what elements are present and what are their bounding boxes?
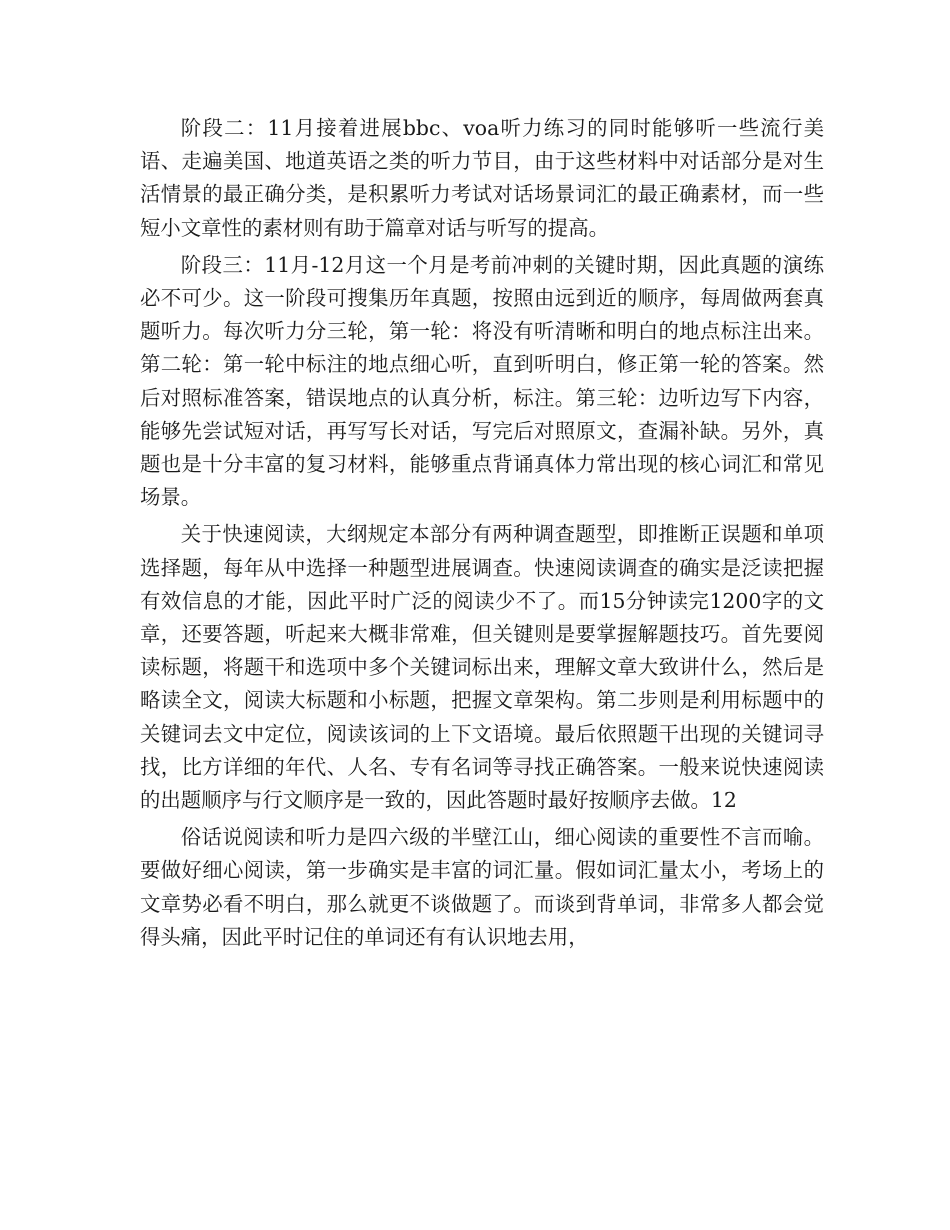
document-body (140, 112, 824, 958)
paragraph-stage-two: 阶段二：11月接着进展bbc、voa听力练习的同时能够听一些流行美语、走遍美国、地道英语之类的听力节目，由于这些材料中对话部分是对生活情景的最正确分类，是积累听力考试对话场景词汇的最正确素材，而一些短小文章性的素材则有助于篇章对话与听写的提高。 (140, 116, 824, 240)
paragraph-stage-three: 阶段三：11月-12月这一个月是考前冲刺的关键时期，因此真题的演练必不可少。这一阶段可搜集历年真题，按照由远到近的顺序，每周做两套真题听力。每次听力分三轮，第一轮：将没有听清晰和明白的地点标注出来。第二轮：第一轮中标注的地点细心听，直到听明白，修正第一轮的答案。然后对照标准答案，错误地点的认真分析，标注。第三轮：边听边写下内容，能够先尝试短对话，再写写长对话，写完后对照原文，查漏补缺。另外，真题也是十分丰富的复习材料，能够重点背诵真体力常出现的核心词汇和常见场景。 (140, 252, 824, 510)
paragraph-careful-reading: 俗话说阅读和听力是四六级的半壁江山，细心阅读的重要性不言而喻。要做好细心阅读，第一步确实是丰富的词汇量。假如词汇量太小，考场上的文章势必看不明白，那么就更不谈做题了。而谈到背单词，非常多人都会觉得头痛，因此平时记住的单词还有有认识地去用， (140, 825, 824, 949)
paragraph-fast-reading: 关于快速阅读，大纲规定本部分有两种调查题型，即推断正误题和单项选择题，每年从中选择一种题型进展调查。快速阅读调查的确实是泛读把握有效信息的才能，因此平时广泛的阅读少不了。而15分钟读完1200字的文章，还要答题，听起来大概非常难，但关键则是要掌握解题技巧。首先要阅读标题，将题干和选项中多个关键词标出来，理解文章大致讲什么，然后是略读全文，阅读大标题和小标题，把握文章架构。第二步则是利用标题中的关键词去文中定位，阅读该词的上下文语境。最后依照题干出现的关键词寻找，比方详细的年代、人名、专有名词等寻找正确答案。一般来说快速阅读的出题顺序与行文顺序是一致的，因此答题时最好按顺序去做。12 (140, 522, 824, 813)
